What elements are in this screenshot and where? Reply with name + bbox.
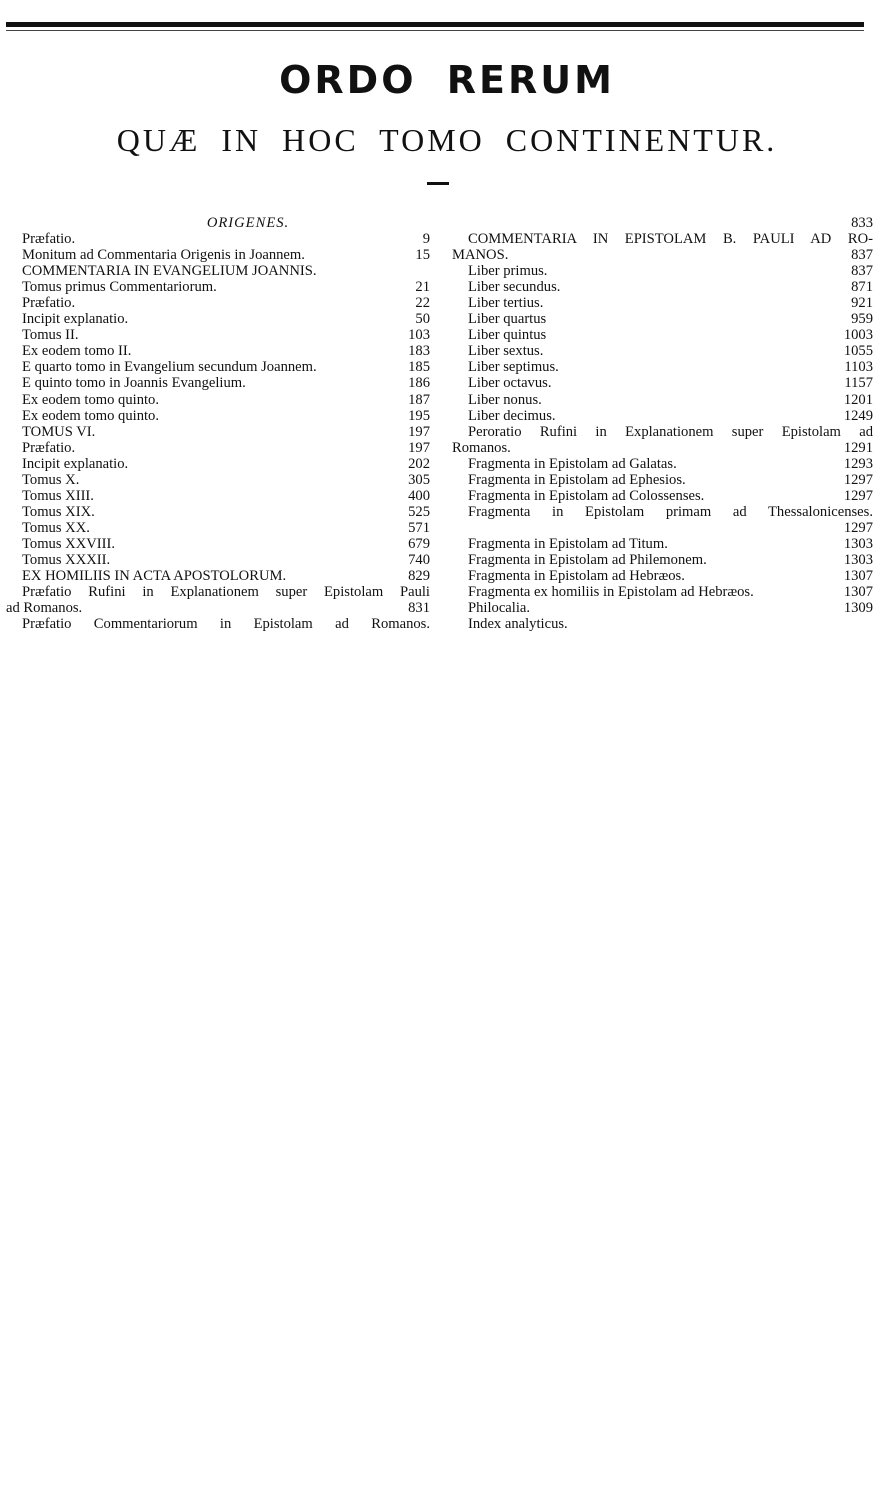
entry-title: Ex eodem tomo quinto. <box>22 407 160 424</box>
entry-title: Liber sextus. <box>468 343 544 360</box>
toc-entry <box>6 343 430 359</box>
toc-entry <box>6 279 430 295</box>
toc-entry <box>6 263 430 279</box>
peroratio-line1: Peroratio Rufini in Explanationem super Epistolam ad <box>468 423 873 440</box>
book-entry <box>452 375 873 391</box>
entry-page: 183 <box>408 343 430 360</box>
toc-entry <box>6 247 430 263</box>
peroratio-line2 <box>452 440 873 456</box>
entry-page: 202 <box>408 455 430 472</box>
rufinus-preface-line1: Præfatio Rufini in Explanationem super Epistolam Pauli <box>22 584 430 601</box>
entry-title: Liber septimus. <box>468 359 559 376</box>
title-dash-divider <box>427 182 449 185</box>
toc-entry <box>6 456 430 472</box>
entry-title: Ex eodem tomo II. <box>22 343 132 360</box>
entry-page: 525 <box>408 503 430 520</box>
entry-page: 1103 <box>844 359 873 376</box>
entry-title: E quarto tomo in Evangelium secundum Joannem. <box>22 359 317 376</box>
thess-line: Fragmenta in Epistolam primam ad Thessalonicenses. <box>468 503 873 520</box>
toc-entry <box>6 392 430 408</box>
entry-page: 187 <box>408 391 430 408</box>
entry-title: Philocalia. <box>468 600 531 617</box>
book-entry <box>452 392 873 408</box>
top-rule <box>6 22 864 27</box>
toc-entry <box>6 552 430 568</box>
entry-page: 400 <box>408 487 430 504</box>
book-entry <box>452 311 873 327</box>
entry-page: 1055 <box>843 343 873 360</box>
entry-page: 829 <box>408 568 430 585</box>
entry-title: Tomus X. <box>22 471 80 488</box>
fragments-list-a <box>452 456 873 504</box>
author-heading: ORIGENES. <box>206 215 290 231</box>
book-entry <box>452 343 873 359</box>
entry-title: Ex eodem tomo quinto. <box>22 391 160 408</box>
entry-page: 1309 <box>843 600 873 617</box>
entry-title: Liber secundus. <box>468 279 561 296</box>
entry-page: 15 <box>415 247 430 264</box>
entry-page: 871 <box>851 279 873 296</box>
fragment-entry <box>452 536 873 552</box>
entry-title: Fragmenta in Epistolam ad Colossenses. <box>468 487 705 504</box>
entry-title: Tomus XX. <box>22 519 90 536</box>
entry-page: 1303 <box>843 535 873 552</box>
entry-page: 679 <box>408 535 430 552</box>
entry-page: 1307 <box>843 584 873 601</box>
entry-page: 1297 <box>843 471 873 488</box>
fragment-entry <box>452 584 873 600</box>
thess-page: 1297 <box>843 519 873 536</box>
entry-title: Tomus XXXII. <box>22 551 111 568</box>
toc-entry <box>6 327 430 343</box>
entry-page: 1003 <box>843 327 873 344</box>
book-entry <box>452 408 873 424</box>
entry-title: Fragmenta in Epistolam ad Titum. <box>468 535 668 552</box>
entry-page: 1293 <box>843 455 873 472</box>
book-entry <box>452 279 873 295</box>
entry-title: Liber primus. <box>468 263 548 280</box>
book-entry <box>452 295 873 311</box>
entry-title: Liber quartus <box>468 311 547 328</box>
entry-title: EX HOMILIIS IN ACTA APOSTOLORUM. <box>22 568 287 585</box>
entry-page: 921 <box>851 295 873 312</box>
entry-title: Tomus XIII. <box>22 487 94 504</box>
entry-title: Liber quintus <box>468 327 547 344</box>
fragment-entry <box>452 552 873 568</box>
entry-title: Tomus II. <box>22 327 79 344</box>
fragment-entry <box>452 488 873 504</box>
entry-page: 185 <box>408 359 430 376</box>
entry-title: Præfatio. <box>22 439 76 456</box>
rufinus-preface-page: 831 <box>408 600 430 617</box>
peroratio-page: 1291 <box>843 439 873 456</box>
entry-page: 103 <box>408 327 430 344</box>
entry-page: 197 <box>408 439 430 456</box>
entry-page <box>424 263 430 279</box>
fragments-list-b <box>452 536 873 632</box>
entry-page: 1297 <box>843 487 873 504</box>
entry-page: 50 <box>415 311 430 328</box>
rufinus-preface-line2 <box>6 600 430 616</box>
entry-page: 1303 <box>843 551 873 568</box>
entry-title: Tomus XIX. <box>22 503 95 520</box>
page-subtitle: QUÆ IN HOC TOMO CONTINENTUR. <box>116 122 778 158</box>
commentary-heading-line1: COMMENTARIA IN EPISTOLAM B. PAULI AD RO- <box>468 231 873 248</box>
toc-entry <box>6 536 430 552</box>
entry-title: Incipit explanatio. <box>22 455 129 472</box>
fragment-entry <box>452 472 873 488</box>
toc-entry <box>6 359 430 375</box>
fragment-entry <box>452 616 873 632</box>
peroratio-title: Romanos. <box>452 439 511 456</box>
entry-title: COMMENTARIA IN EVANGELIUM JOANNIS. <box>22 263 317 280</box>
entry-title: Tomus XXVIII. <box>22 535 116 552</box>
toc-entry <box>6 375 430 391</box>
entry-title: Fragmenta ex homiliis in Epistolam ad Hebræos. <box>468 584 754 601</box>
right-column <box>452 215 873 632</box>
entry-page: 195 <box>408 407 430 424</box>
toc-entry <box>6 440 430 456</box>
commentary-preface: Præfatio Commentariorum in Epistolam ad Romanos. <box>22 616 430 633</box>
toc-entry <box>6 472 430 488</box>
entry-page: 1201 <box>843 391 873 408</box>
page-title: ORDO RERUM <box>279 58 615 102</box>
fragment-entry <box>452 456 873 472</box>
toc-entry <box>6 408 430 424</box>
entry-title: Præfatio. <box>22 231 76 248</box>
top-rule-thin <box>6 30 864 31</box>
entry-page: 1307 <box>843 568 873 585</box>
toc-entry <box>6 311 430 327</box>
entry-title: Fragmenta in Epistolam ad Ephesios. <box>468 471 686 488</box>
entry-title: Index analyticus. <box>468 616 568 633</box>
entry-title: E quinto tomo in Joannis Evangelium. <box>22 375 246 392</box>
entry-title: Liber nonus. <box>468 391 542 408</box>
left-entry-list <box>6 231 430 584</box>
fragment-entry <box>452 600 873 616</box>
top-page-number: 833 <box>851 215 873 231</box>
entry-title: Monitum ad Commentaria Origenis in Joannem. <box>22 247 305 264</box>
entry-page: 571 <box>408 519 430 536</box>
entry-page: 1157 <box>844 375 873 392</box>
book-entry <box>452 327 873 343</box>
rufinus-preface-title: ad Romanos. <box>6 600 83 617</box>
entry-title: Præfatio. <box>22 295 76 312</box>
entry-title: TOMUS VI. <box>22 423 96 440</box>
toc-entry <box>6 231 430 247</box>
entry-page <box>867 616 873 632</box>
toc-entry <box>6 568 430 584</box>
fragment-entry <box>452 568 873 584</box>
toc-entry <box>6 504 430 520</box>
entry-page: 305 <box>408 471 430 488</box>
entry-page: 9 <box>422 231 430 248</box>
entry-title: Tomus primus Commentariorum. <box>22 279 217 296</box>
entry-title: Fragmenta in Epistolam ad Hebræos. <box>468 568 685 585</box>
entry-page: 186 <box>408 375 430 392</box>
entry-page: 22 <box>415 295 430 312</box>
entry-title: Liber octavus. <box>468 375 552 392</box>
commentary-heading-line2 <box>452 247 873 263</box>
left-column <box>6 215 430 632</box>
commentary-heading-page: 837 <box>851 247 873 264</box>
commentary-heading-title: MANOS. <box>452 247 509 264</box>
entry-title: Fragmenta in Epistolam ad Philemonem. <box>468 551 707 568</box>
entry-title: Incipit explanatio. <box>22 311 129 328</box>
toc-entry <box>6 424 430 440</box>
entry-page: 21 <box>415 279 430 296</box>
entry-title: Liber tertius. <box>468 295 544 312</box>
entry-title: Liber decimus. <box>468 407 556 424</box>
book-entry <box>452 359 873 375</box>
toc-entry <box>6 295 430 311</box>
entry-page: 197 <box>408 423 430 440</box>
toc-entry <box>6 488 430 504</box>
entry-page: 959 <box>851 311 873 328</box>
book-entry <box>452 263 873 279</box>
books-list <box>452 263 873 423</box>
toc-entry <box>6 520 430 536</box>
entry-page: 740 <box>408 551 430 568</box>
entry-page: 837 <box>851 263 873 280</box>
entry-page: 1249 <box>843 407 873 424</box>
entry-title: Fragmenta in Epistolam ad Galatas. <box>468 455 677 472</box>
